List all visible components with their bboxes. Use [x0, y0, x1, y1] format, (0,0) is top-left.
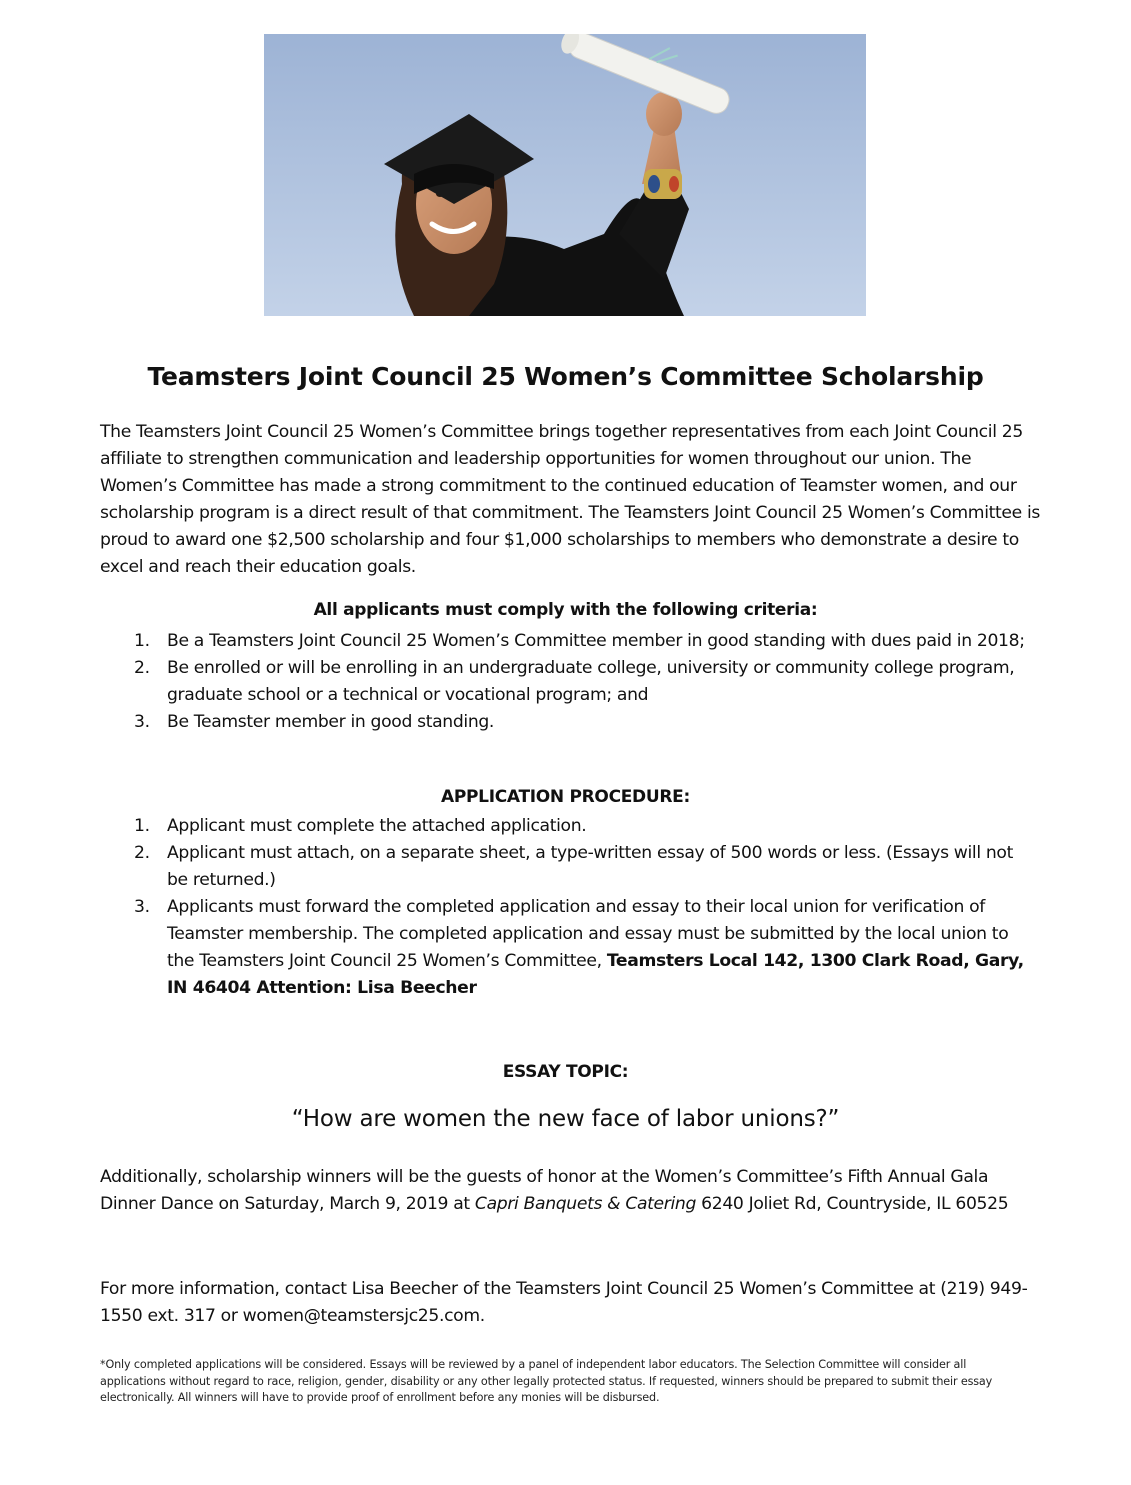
list-number: 2.	[134, 658, 150, 678]
essay-topic: “How are women the new face of labor unions?”	[291, 1106, 840, 1132]
list-item	[134, 709, 1034, 736]
essay-heading: ESSAY TOPIC:	[502, 1062, 629, 1082]
procedure-heading: APPLICATION PROCEDURE:	[441, 787, 690, 807]
gala-venue: Capri Banquets & Catering	[474, 1194, 697, 1214]
list-text: Applicants must forward the completed application and essay to their local union for verification of Teamster membership. The completed application and essay must be submitted by the local union to the Teamsters Joint Council 25 Women’s Committee,	[167, 897, 1009, 971]
list-text: Be a Teamsters Joint Council 25 Women’s Committee member in good standing with dues paid in 2018;	[167, 631, 1025, 651]
list-number: 3.	[134, 897, 150, 917]
gala-paragraph	[100, 1164, 1040, 1218]
list-text: Applicant must attach, on a separate sheet, a type-written essay of 500 words or less. (Essays will not be returned.)	[167, 843, 1013, 890]
list-item	[134, 840, 1034, 894]
intro-paragraph: The Teamsters Joint Council 25 Women’s Committee brings together representatives from each Joint Council 25 affiliate to strengthen communication and leadership opportunities for women throughout our union. The Women’s Committee has made a strong commitment to the continued education of Teamster women, and our scholarship program is a direct result of that commitment. The Teamsters Joint Council 25 Women’s Committee is proud to award one $2,500 scholarship and four $1,000 scholarships to members who demonstrate a desire to excel and reach their education goals.	[100, 422, 1040, 577]
contact-paragraph: For more information, contact Lisa Beecher of the Teamsters Joint Council 25 Women’s Committee at (219) 949-1550 ext. 317 or women@teamstersjc25.com.	[100, 1279, 1028, 1326]
list-item	[134, 813, 1034, 840]
criteria-heading: All applicants must comply with the following criteria:	[313, 600, 818, 620]
list-number: 1.	[134, 816, 150, 836]
list-item	[134, 655, 1034, 709]
page-title: Teamsters Joint Council 25 Women’s Committee Scholarship	[147, 362, 984, 391]
list-item	[134, 894, 1034, 1002]
footnote: *Only completed applications will be considered. Essays will be reviewed by a panel of independent labor educators. The Selection Committee will consider all applications without regard to race, religion, gender, disability or any other legally protected status. If requested, winners should be prepared to submit their essay electronically. All winners will have to provide proof of enrollment before any monies will be disbursed.	[100, 1358, 993, 1404]
list-text: Be Teamster member in good standing.	[167, 712, 495, 732]
submission-address: Teamsters Local 142, 1300 Clark Road, Gary, IN 46404 Attention: Lisa Beecher	[167, 951, 1024, 998]
criteria-list	[134, 628, 1034, 736]
gala-address: 6240 Joliet Rd, Countryside, IL 60525	[696, 1194, 1009, 1214]
list-text: Be enrolled or will be enrolling in an undergraduate college, university or community college program, graduate school or a technical or vocational program; and	[167, 658, 1015, 705]
list-number: 2.	[134, 843, 150, 863]
gala-text: Additionally, scholarship winners will be the guests of honor at the Women’s Committee’s Fifth Annual Gala Dinner Dance on Saturday, March 9, 2019 at	[100, 1167, 989, 1214]
procedure-list	[134, 813, 1034, 1002]
graduate-photo	[264, 34, 866, 316]
list-number: 3.	[134, 712, 150, 732]
list-item	[134, 628, 1034, 655]
list-text: Applicant must complete the attached application.	[167, 816, 587, 836]
list-number: 1.	[134, 631, 150, 651]
